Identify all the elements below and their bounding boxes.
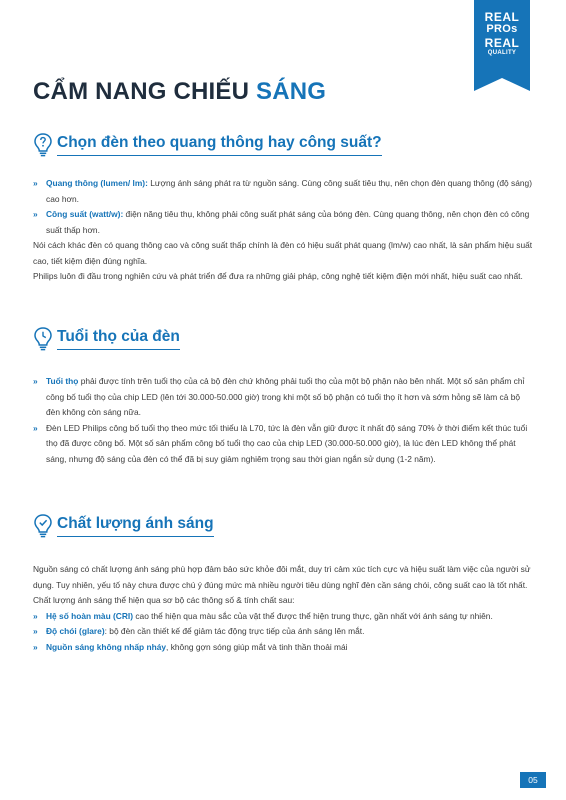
section-3-title: Chất lượng ánh sáng [57, 515, 214, 537]
bullet-chevron-icon: » [33, 376, 38, 386]
list-item [33, 374, 535, 421]
bullet-chevron-icon: » [33, 209, 38, 219]
bullet-chevron-icon: » [33, 178, 38, 188]
item-text: Lượng ánh sáng phát ra từ nguồn sáng. Cùng công suất tiêu thụ, nên chọn đèn quang thông (độ sáng) cao hơn. [46, 178, 532, 204]
brand-badge [474, 0, 530, 91]
list-item [33, 640, 535, 656]
badge-line-4: QUALITY [487, 50, 517, 56]
page-title [33, 78, 326, 106]
bullet-chevron-icon: » [33, 626, 38, 636]
list-item [33, 421, 535, 468]
lightbulb-clock-icon [33, 326, 53, 352]
list-item [33, 609, 535, 625]
paragraph: Nguồn sáng có chất lượng ánh sáng phù hợp đảm bảo sức khỏe đôi mắt, duy trì cảm xúc tích cực và hiệu suất làm việc của người sử dụng. Tuy nhiên, yếu tố này chưa được chú ý đúng mức mà nhiều người tiêu dùng nghĩ đèn cần sáng chói, công suất cao là tốt nhất. [33, 564, 531, 590]
section-2-title: Tuổi thọ của đèn [57, 328, 180, 350]
item-text: cao thể hiện qua màu sắc của vật thể được thể hiện trung thực, gần nhất với ánh sáng tự nhiên. [133, 610, 493, 621]
badge-line-2: PROs [486, 23, 518, 35]
page-title-part-2: SÁNG [256, 78, 327, 105]
badge-line-3: REAL [484, 36, 520, 50]
keyword: Quang thông (lumen/ lm): [46, 178, 148, 188]
keyword: Độ chói (glare) [46, 626, 105, 636]
section-heading-2 [33, 325, 533, 353]
page-number: 05 [520, 772, 546, 788]
page-title-part-1: CẨM NANG CHIẾU [33, 78, 250, 105]
list-item [33, 207, 535, 238]
keyword: Nguồn sáng không nhấp nháy [46, 641, 167, 652]
bullet-chevron-icon: » [33, 610, 38, 621]
badge-text [474, 11, 530, 56]
keyword: Hệ số hoàn màu (CRI) [46, 610, 134, 621]
paragraph: Philips luôn đi đầu trong nghiên cứu và phát triển để đưa ra những giải pháp, công nghệ tiết kiệm điện mới nhất, hiệu suất cao nhất. [33, 271, 523, 281]
list-item [33, 624, 535, 640]
item-text: , không gợn sóng giúp mắt và tinh thần thoải mái [166, 641, 348, 652]
item-text: : bộ đèn cần thiết kế để giảm tác động trực tiếp của ánh sáng lên mắt. [104, 626, 365, 636]
item-text: điện năng tiêu thụ, không phải công suất phát sáng của bóng đèn. Cùng quang thông, nên chọn đèn có công suất thấp hơn. [46, 209, 530, 235]
keyword: Công suất (watt/w): [46, 209, 124, 219]
badge-line-1: REAL [484, 10, 520, 24]
list-item [33, 176, 535, 207]
lightbulb-check-icon [33, 513, 53, 539]
paragraph: Nói cách khác đèn có quang thông cao và công suất thấp chính là đèn có hiệu suất phát quang (lm/w) cao nhất, là sản phẩm hiệu suất cao, tiết kiệm điện đúng nghĩa. [33, 240, 533, 266]
keyword: Tuổi thọ [46, 376, 79, 386]
bullet-chevron-icon: » [33, 641, 38, 652]
item-text: phải được tính trên tuổi thọ của cả bộ đèn chứ không phải tuổi thọ của một bộ phận nào bên nhất. Một số sản phẩm chỉ công bố tuổi thọ của chip LED (lên tới 30.000-50.000 giờ) trong khi một số bộ phận có tuổi thọ ít hơn và sớm hỏng sẽ làm cả bộ đèn không còn sáng nữa. [46, 376, 525, 417]
item-text: Đèn LED Philips công bố tuổi thọ theo mức tối thiểu là L70, tức là đèn vẫn giữ được ít nhất độ sáng 70% ở thời điểm kết thúc tuổi thọ đã được công bố. Một số sản phẩm công bố tuổi thọ cao của chip LED (30.000-50.000 giờ), là lúc đèn LED không thể phát sáng, nhưng độ sáng của đèn có thể đã bị suy giảm nghiêm trọng sau thời gian ngắn sử dụng (1-2 năm). [46, 422, 528, 464]
section-heading-3 [33, 512, 533, 540]
lightbulb-question-icon [33, 132, 53, 158]
bullet-chevron-icon: » [33, 422, 38, 433]
section-1-body [33, 176, 535, 285]
section-1-title: Chọn đèn theo quang thông hay công suất? [57, 134, 382, 156]
paragraph: Chất lượng ánh sáng thể hiện qua sơ bộ các thông số & tính chất sau: [33, 595, 295, 605]
section-2-body [33, 374, 535, 467]
section-heading-1 [33, 131, 533, 159]
section-3-body [33, 562, 535, 655]
